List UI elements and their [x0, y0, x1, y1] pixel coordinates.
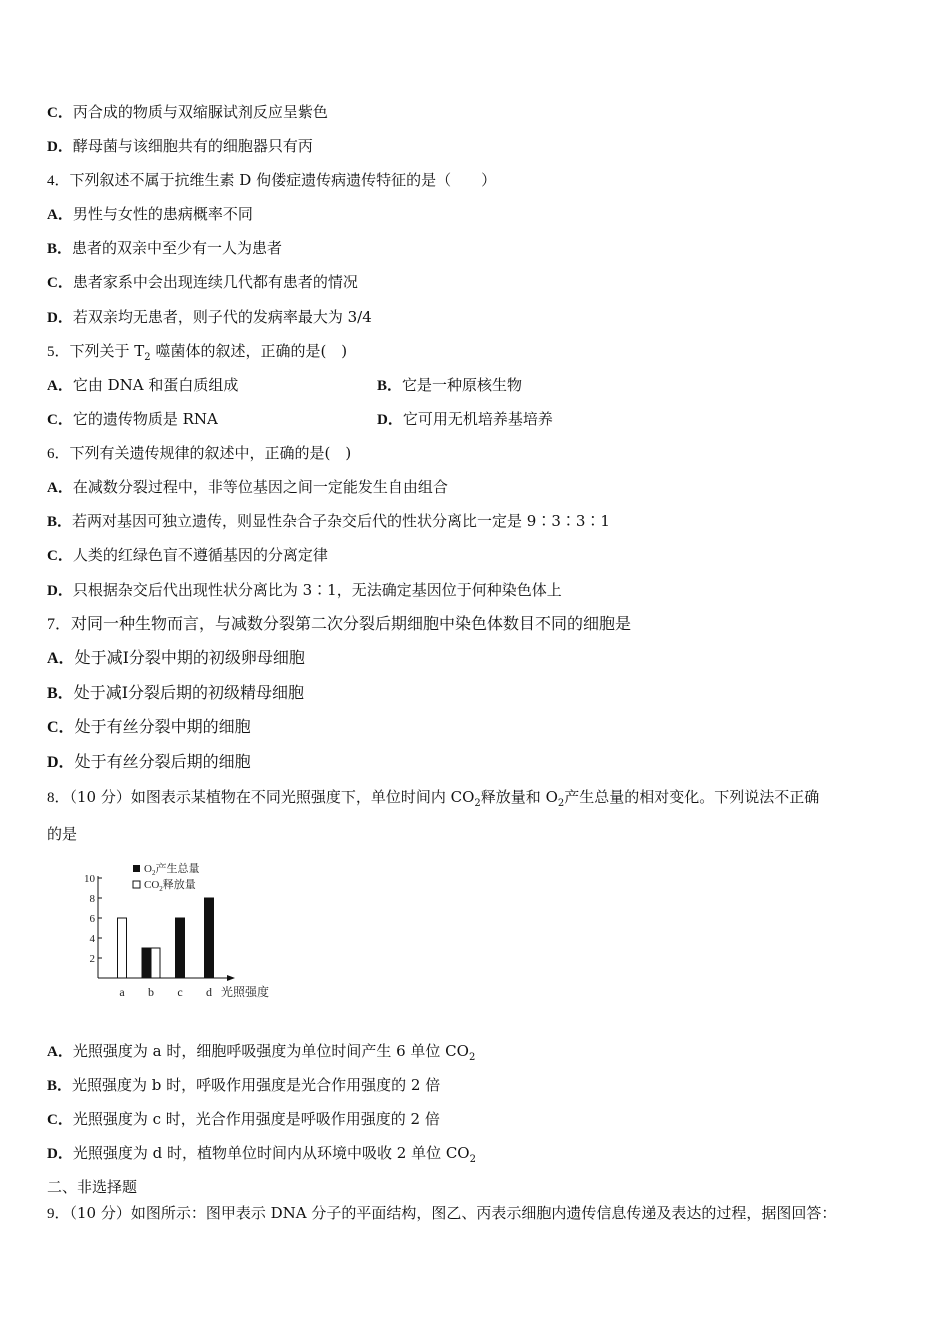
q8-option-c — [47, 1109, 440, 1130]
option-text: 它由 DNA 和蛋白质组成 — [72, 376, 239, 394]
option-text: 人类的红绿色盲不遵循基因的分离定律 — [72, 546, 328, 564]
q7-option-c — [47, 717, 251, 738]
q7-option-b — [47, 683, 304, 704]
section-heading: 二、非选择题 — [47, 1178, 138, 1196]
bar-o2-b — [142, 948, 151, 978]
q4-stem — [47, 170, 496, 191]
question-number: 8． — [47, 790, 70, 806]
option-text: 它是一种原核生物 — [402, 376, 523, 394]
q4-option-b — [47, 238, 282, 259]
option-label: C． — [47, 412, 73, 428]
question-stem-a: 如图表示某植物在不同光照强度下，单位时间内 CO — [130, 788, 475, 806]
q3-option-d — [47, 136, 313, 157]
question-stem-b: 释放量和 O — [480, 788, 558, 806]
question-stem: 如图所示：图甲表示 DNA 分子的平面结构，图乙、丙表示细胞内遗传信息传递及表达的过程，据图回答： — [130, 1204, 837, 1222]
option-label: C． — [47, 1112, 73, 1128]
subscript: 2 — [474, 798, 481, 809]
option-text: 光照强度为 a 时，细胞呼吸强度为单位时间产生 6 单位 CO — [72, 1042, 469, 1060]
q7-stem — [47, 614, 631, 635]
question-number: 7． — [47, 616, 72, 633]
option-text: 患者家系中会出现连续几代都有患者的情况 — [72, 273, 358, 291]
option-text: 光照强度为 d 时，植物单位时间内从环境中吸收 2 单位 CO — [72, 1144, 470, 1162]
option-text: 酵母菌与该细胞共有的细胞器只有丙 — [72, 137, 313, 155]
q8-option-a — [47, 1041, 475, 1068]
option-text: 丙合成的物质与双缩脲试剂反应呈紫色 — [72, 103, 328, 121]
subscript: 2 — [469, 1154, 476, 1165]
q6-stem — [47, 443, 351, 464]
q6-option-c — [47, 545, 328, 566]
option-text: 它的遗传物质是 RNA — [72, 410, 218, 428]
y-tick-label: 2 — [89, 953, 95, 965]
option-label: D． — [47, 310, 73, 326]
option-label: C． — [47, 275, 73, 291]
option-label: B． — [47, 1078, 73, 1094]
q5-option-d — [377, 409, 553, 430]
option-label: C． — [47, 548, 73, 564]
question-number: 4． — [47, 173, 70, 189]
q5-option-c — [47, 409, 218, 430]
question-score: （10 分） — [69, 1204, 131, 1222]
x-axis-label: 光照强度 — [221, 985, 270, 999]
y-tick-label: 8 — [89, 893, 95, 905]
legend-swatch-co2 — [133, 881, 140, 888]
subscript: 2 — [468, 1052, 476, 1063]
option-label: A． — [47, 650, 75, 667]
y-tick-label: 6 — [89, 913, 95, 925]
x-tick-label: c — [177, 985, 183, 999]
bar-co2-a — [118, 918, 127, 978]
q5-option-b — [377, 375, 522, 396]
q5-stem — [47, 341, 347, 368]
q7-option-a — [47, 648, 305, 669]
subscript: 2 — [557, 798, 565, 809]
question-stem: 下列有关遗传规律的叙述中，正确的是( ) — [69, 444, 352, 462]
x-tick-label: a — [119, 985, 125, 999]
q4-option-a — [47, 204, 253, 225]
option-text: 只根据杂交后代出现性状分离比为 3∶1，无法确定基因位于何种染色体上 — [72, 581, 562, 599]
q4-option-c — [47, 272, 358, 293]
bar-o2-d — [205, 898, 214, 978]
option-label: A． — [47, 378, 73, 394]
question-number: 5． — [47, 344, 70, 360]
option-label: B． — [47, 514, 73, 530]
bar-o2-c — [176, 918, 185, 978]
legend-label-co2: $CO_2$释放量 — [144, 879, 196, 893]
question-score: （10 分） — [69, 788, 131, 806]
question-stem: 下列叙述不属于抗维生素 D 佝偻症遗传病遗传特征的是（ ） — [69, 171, 497, 189]
option-label: C． — [47, 105, 73, 121]
q4-option-d — [47, 307, 372, 328]
option-text: 若两对基因可独立遗传，则显性杂合子杂交后代的性状分离比一定是 9∶3∶3∶1 — [72, 512, 610, 530]
option-label: A． — [47, 207, 73, 223]
subscript: 2 — [144, 352, 151, 363]
q7-option-d — [47, 752, 251, 773]
option-label: C． — [47, 719, 75, 736]
option-text: 在减数分裂过程中，非等位基因之间一定能发生自由组合 — [72, 478, 448, 496]
option-label: D． — [377, 412, 403, 428]
q3-option-c — [47, 102, 328, 123]
q6-option-a — [47, 477, 448, 498]
option-label: D． — [47, 139, 73, 155]
chart-legend — [133, 861, 199, 893]
option-text: 若双亲均无患者，则子代的发病率最大为 3/4 — [72, 308, 372, 326]
option-text: 处于有丝分裂后期的细胞 — [74, 752, 251, 771]
question-stem-c: 产生总量的相对变化。下列说法不正确 — [564, 788, 820, 806]
option-label: D． — [47, 583, 73, 599]
question-number: 6． — [47, 446, 70, 462]
x-axis-arrow — [227, 975, 235, 981]
q6-option-d — [47, 580, 562, 601]
option-text: 处于有丝分裂中期的细胞 — [74, 717, 251, 736]
option-label: D． — [47, 1146, 73, 1162]
option-text: 男性与女性的患病概率不同 — [72, 205, 253, 223]
q8-stem-continued — [47, 824, 77, 844]
option-text: 它可用无机培养基培养 — [402, 410, 553, 428]
y-tick-label: 10 — [84, 873, 95, 885]
legend-label-o2: $O_2$产生总量 — [144, 863, 200, 877]
option-label: A． — [47, 480, 73, 496]
question-stem: 对同一种生物而言，与减数分裂第二次分裂后期细胞中染色体数目不同的细胞是 — [71, 614, 632, 633]
question-number: 9． — [47, 1206, 70, 1222]
q8-option-b — [47, 1075, 440, 1096]
q9-stem — [47, 1203, 836, 1224]
option-text: 光照强度为 c 时，光合作用强度是呼吸作用强度的 2 倍 — [72, 1110, 440, 1128]
question-stem-post: 噬菌体的叙述，正确的是( ) — [150, 342, 348, 360]
option-text: 光照强度为 b 时，呼吸作用强度是光合作用强度的 2 倍 — [72, 1076, 441, 1094]
x-tick-label: b — [148, 985, 154, 999]
q5-option-a — [47, 375, 238, 396]
question-stem-pre: 下列关于 T — [69, 342, 145, 360]
option-text: 患者的双亲中至少有一人为患者 — [72, 239, 283, 257]
bar-chart — [75, 860, 285, 1005]
y-tick-label: 4 — [89, 933, 95, 945]
x-tick-label: d — [206, 985, 212, 999]
legend-swatch-o2 — [133, 865, 140, 872]
option-label: A． — [47, 1044, 73, 1060]
option-text: 处于减Ⅰ分裂中期的初级卵母细胞 — [74, 648, 305, 667]
option-label: B． — [47, 685, 74, 702]
option-label: B． — [377, 378, 403, 394]
option-text: 处于减Ⅰ分裂后期的初级精母细胞 — [73, 683, 305, 702]
option-label: D． — [47, 754, 75, 771]
q6-option-b — [47, 511, 610, 532]
question-stem-d: 的是 — [47, 825, 78, 843]
option-label: B． — [47, 241, 73, 257]
q8-stem — [47, 787, 819, 814]
bar-co2-b — [151, 948, 160, 978]
q8-option-d — [47, 1143, 476, 1170]
